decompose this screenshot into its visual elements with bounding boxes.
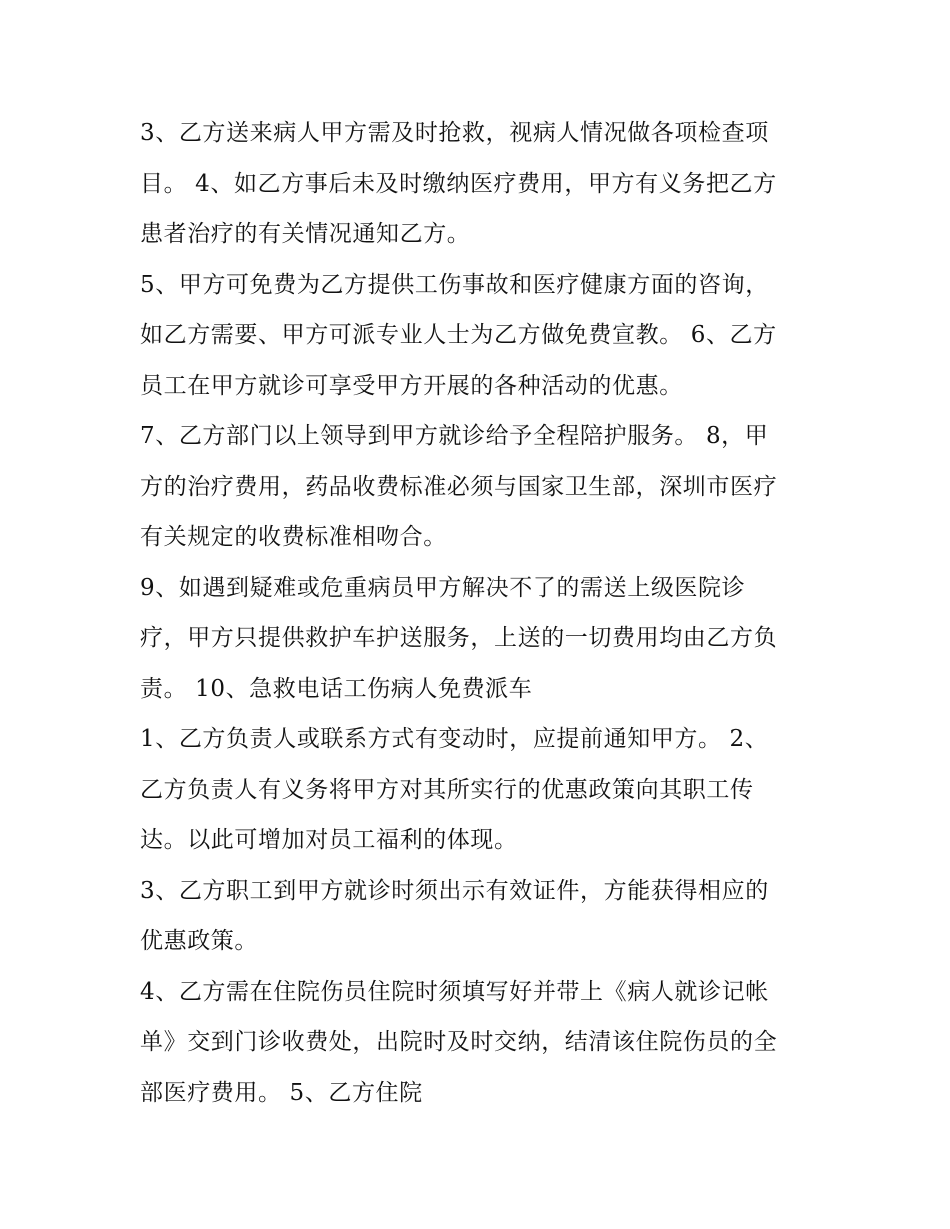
text-line: 5、甲方可免费为乙方提供工伤事故和医疗健康方面的咨询，: [140, 271, 769, 298]
paragraph-party-b-clause-3: [140, 866, 820, 967]
text-line: 7、乙方部门以上领导到甲方就诊给予全程陪护服务。 8，甲: [140, 423, 769, 449]
text-line: 疗，甲方只提供救护车护送服务，上送的一切费用均由乙方负: [140, 625, 778, 651]
paragraph-clause-7-8: [140, 411, 820, 563]
text-line: 目。 4、如乙方事后未及时缴纳医疗费用，甲方有义务把乙方: [140, 170, 777, 197]
text-line: 有关规定的收费标准相吻合。: [140, 524, 447, 550]
paragraph-clause-3-4: [140, 108, 820, 260]
text-line: 患者治疗的有关情况通知乙方。: [140, 221, 471, 247]
text-line: 乙方负责人有义务将甲方对其所实行的优惠政策向其职工传: [140, 776, 754, 803]
text-line: 3、乙方职工到甲方就诊时须出示有效证件，方能获得相应的: [140, 877, 769, 904]
paragraph-clause-5-6: [140, 260, 820, 412]
text-line: 优惠政策。: [140, 928, 258, 954]
paragraph-party-b-clause-4-5: [140, 967, 820, 1119]
text-line: 部医疗费用。 5、乙方住院: [140, 1079, 423, 1106]
text-line: 9、如遇到疑难或危重病员甲方解决不了的需送上级医院诊: [140, 574, 746, 601]
document-body: [140, 108, 820, 1118]
text-line: 方的治疗费用，药品收费标准必须与国家卫生部，深圳市医疗: [140, 473, 778, 500]
text-line: 单》交到门诊收费处，出院时及时交纳，结清该住院伤员的全: [140, 1029, 778, 1055]
paragraph-clause-9-10: [140, 563, 820, 715]
paragraph-party-b-clause-1-2: [140, 714, 820, 866]
text-line: 1、乙方负责人或联系方式有变动时，应提前通知甲方。 2、: [140, 726, 769, 752]
text-line: 达。以此可增加对员工福利的体现。: [140, 827, 518, 853]
text-line: 4、乙方需在住院伤员住院时须填写好并带上《病人就诊记帐: [140, 978, 769, 1005]
text-line: 员工在甲方就诊可享受甲方开展的各种活动的优惠。: [140, 372, 683, 399]
text-line: 如乙方需要、甲方可派专业人士为乙方做免费宣教。 6、乙方: [140, 322, 777, 348]
text-line: 3、乙方送来病人甲方需及时抢救，视病人情况做各项检查项: [140, 120, 769, 146]
text-line: 责。 10、急救电话工伤病人免费派车: [140, 675, 533, 702]
